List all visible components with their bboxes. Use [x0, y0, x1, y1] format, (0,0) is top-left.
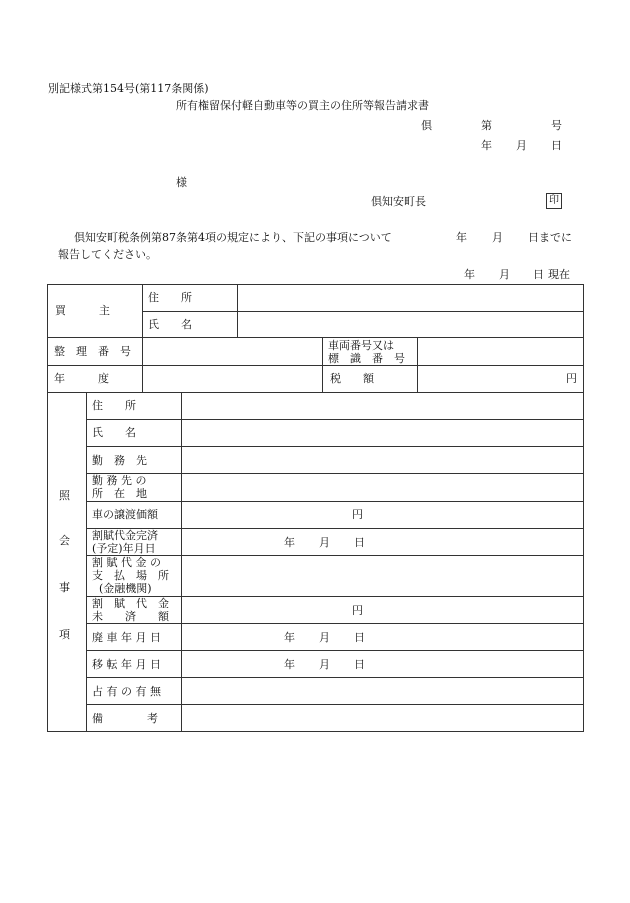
vehicle-number-value[interactable] [420, 340, 580, 363]
buyer-address-value[interactable] [240, 286, 580, 309]
buyer-label [55, 304, 135, 317]
workplace-value[interactable] [184, 448, 580, 471]
seiri-number-value[interactable] [145, 340, 320, 363]
document-go: 号 [551, 119, 562, 132]
nendo-value[interactable] [145, 367, 320, 390]
issue-date-day: 日 [551, 139, 562, 152]
scrap-date-day: 日 [354, 631, 365, 644]
workplace-location-label-1: 勤 務 先 の [92, 474, 147, 487]
transfer-price-yen: 円 [352, 508, 363, 521]
installment-complete-year: 年 [284, 536, 295, 549]
request-deadline-day: 日までに [528, 231, 572, 244]
request-line-2: 報告してください。 [58, 248, 157, 261]
asof-day: 日 [533, 268, 544, 281]
workplace-location-value[interactable] [184, 475, 580, 499]
shokai-char-1: 照 [59, 489, 70, 502]
installment-complete-day: 日 [354, 536, 365, 549]
buyer-label-text: 買 主 [55, 304, 110, 317]
request-deadline-month: 月 [492, 231, 503, 244]
seiri-number-label: 整 理 番 号 [54, 345, 131, 358]
vehicle-number-label-1: 車両番号又は [328, 339, 394, 352]
unpaid-amount-label-2: 未 済 額 [92, 610, 169, 623]
unpaid-amount-label-1: 割 賦 代 金 [92, 597, 169, 610]
payment-place-label-3: (金融機関) [99, 582, 152, 595]
transfer-date-year: 年 [284, 658, 295, 671]
payment-place-label-1: 割 賦 代 金 の [92, 556, 161, 569]
request-deadline-year: 年 [456, 231, 467, 244]
issue-date-year: 年 [481, 139, 492, 152]
shokai-name-label: 氏 名 [92, 426, 136, 439]
zeigaku-label: 税 額 [330, 372, 374, 385]
form-number: 別記様式第154号(第117条関係) [48, 82, 209, 95]
scrap-date-label: 廃 車 年 月 日 [92, 631, 161, 644]
workplace-label: 勤 務 先 [92, 454, 147, 467]
nendo-label: 年 度 [54, 372, 109, 385]
transfer-date-day: 日 [354, 658, 365, 671]
shokai-char-2: 会 [59, 534, 70, 547]
shokai-char-3: 事 [59, 581, 70, 594]
payment-place-value[interactable] [184, 557, 580, 594]
scrap-date-year: 年 [284, 631, 295, 644]
shokai-name-value[interactable] [184, 421, 580, 444]
buyer-address-label: 住 所 [148, 291, 192, 304]
unpaid-amount-yen: 円 [352, 604, 363, 617]
shokai-char-4: 項 [59, 628, 70, 641]
installment-complete-month: 月 [319, 536, 330, 549]
shokai-address-label: 住 所 [92, 399, 136, 412]
addressee-sama: 様 [176, 176, 187, 189]
transfer-price-label: 車の譲渡価額 [92, 508, 158, 521]
scrap-date-month: 月 [319, 631, 330, 644]
installment-complete-label-1: 割賦代金完済 [92, 529, 158, 542]
document-dai: 第 [481, 119, 492, 132]
workplace-location-label-2: 所 在 地 [92, 487, 147, 500]
transfer-date-label: 移 転 年 月 日 [92, 658, 161, 671]
seal-mark: 印 [546, 193, 562, 209]
possession-label: 占 有 の 有 無 [92, 685, 161, 698]
zeigaku-yen: 円 [566, 372, 577, 385]
shokai-address-value[interactable] [184, 394, 580, 417]
installment-complete-label-2: (予定)年月日 [92, 542, 156, 555]
buyer-name-label: 氏 名 [148, 318, 192, 331]
transfer-date-month: 月 [319, 658, 330, 671]
asof-month: 月 [499, 268, 510, 281]
vehicle-number-label-2: 標 識 番 号 [328, 352, 405, 365]
form-title: 所有権留保付軽自動車等の買主の住所等報告請求書 [176, 99, 429, 112]
request-line-1: 倶知安町税条例第87条第4項の規定により、下記の事項について [74, 231, 392, 244]
issuer-name: 倶知安町長 [371, 195, 426, 208]
payment-place-label-2: 支 払 場 所 [92, 569, 169, 582]
buyer-name-value[interactable] [240, 313, 580, 336]
remarks-value[interactable] [184, 706, 580, 729]
issue-date-month: 月 [516, 139, 527, 152]
asof-label: 現在 [548, 268, 570, 281]
office-prefix: 倶 [421, 119, 432, 132]
asof-year: 年 [464, 268, 475, 281]
remarks-label: 備 考 [92, 712, 158, 725]
possession-value[interactable] [184, 679, 580, 702]
